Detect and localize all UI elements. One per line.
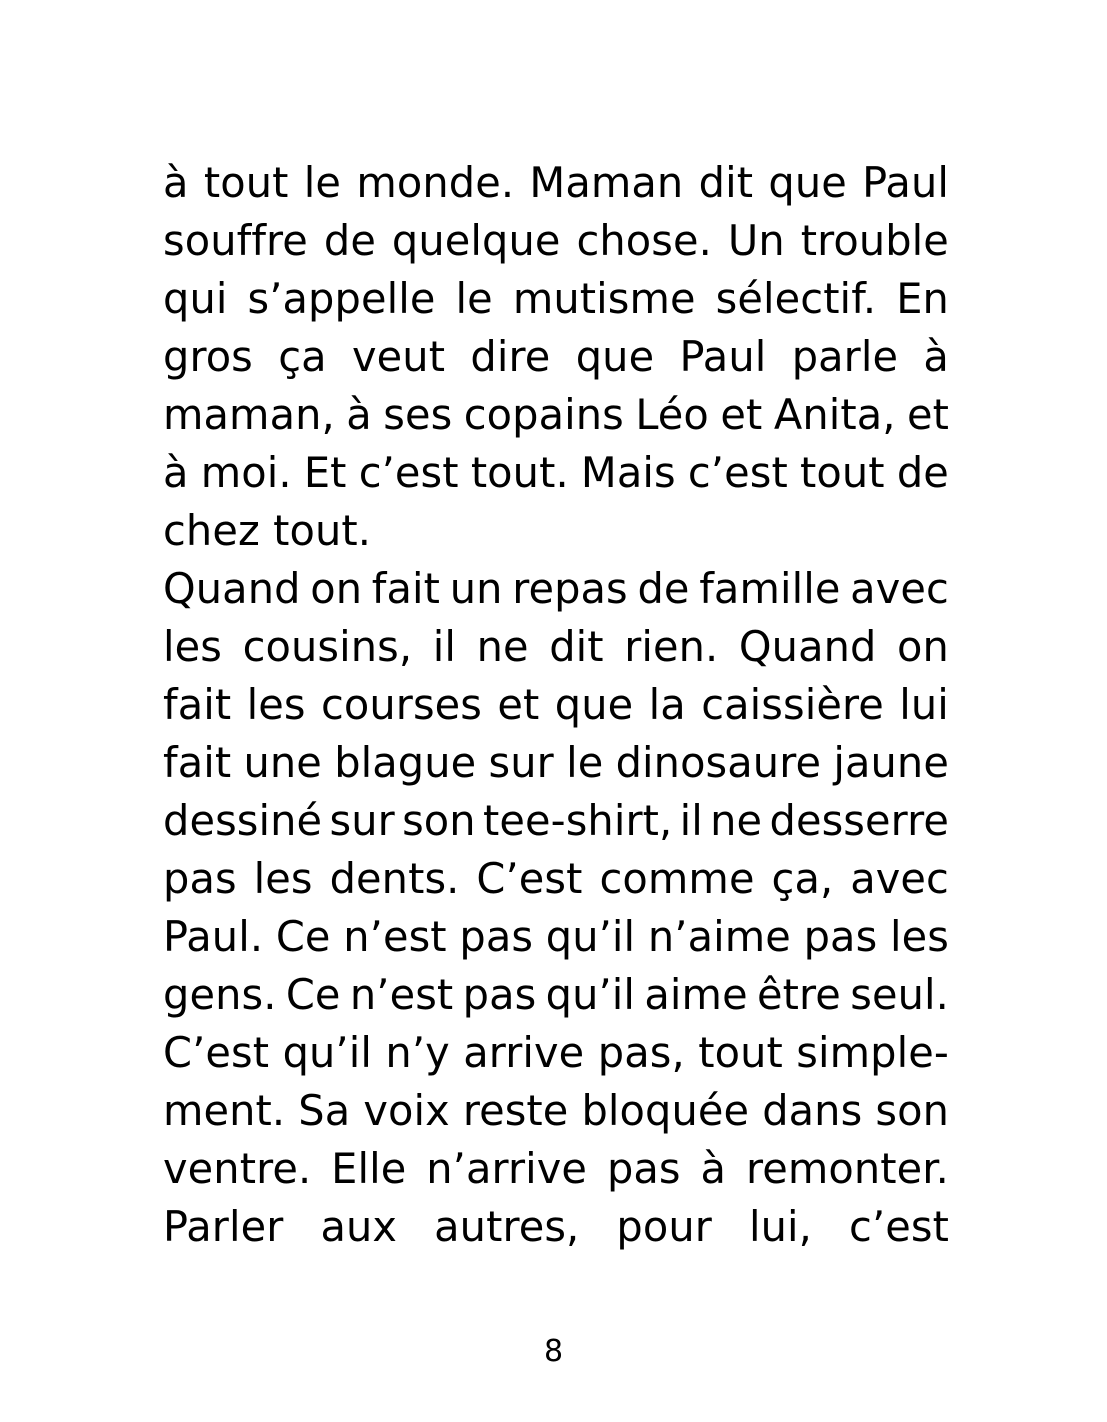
text-line: chez tout.: [163, 506, 372, 555]
word: reste: [462, 1086, 569, 1135]
word: tee-shirt,: [483, 796, 673, 845]
word: dents.: [329, 854, 460, 903]
word: maman,: [163, 390, 335, 439]
word: le: [455, 274, 493, 323]
word: et: [497, 680, 540, 729]
word: qu’il: [545, 912, 636, 961]
word: C’est: [163, 1028, 270, 1077]
word: aime: [644, 970, 748, 1019]
word: c’est: [687, 448, 788, 497]
word: il: [432, 622, 456, 671]
text-line: [163, 908, 949, 966]
text-line: [163, 1082, 949, 1140]
word: moi.: [200, 448, 292, 497]
word: Quand: [163, 564, 301, 613]
word: à: [163, 448, 189, 497]
word: aux: [320, 1202, 398, 1251]
word: souffre: [163, 216, 308, 265]
word: lui,: [749, 1202, 812, 1251]
word: avec: [850, 854, 949, 903]
word: Maman: [529, 158, 684, 207]
text-line: [163, 1024, 949, 1082]
word: dans: [762, 1086, 863, 1135]
word: ne: [710, 796, 763, 845]
word: fait: [163, 680, 232, 729]
word: à: [923, 332, 949, 381]
word: à: [346, 390, 372, 439]
word: ses: [383, 390, 453, 439]
word: tout: [698, 1028, 783, 1077]
word: fait: [371, 564, 441, 613]
word: gens.: [163, 970, 277, 1019]
word: être: [757, 970, 841, 1019]
word: Un: [727, 216, 785, 265]
word: bloquée: [581, 1086, 750, 1135]
text-line: [163, 850, 949, 908]
word: ment.: [163, 1086, 286, 1135]
word: pas: [606, 1144, 681, 1193]
word: de: [323, 216, 376, 265]
word: copains: [463, 390, 624, 439]
word: et: [906, 390, 949, 439]
word: sur: [329, 796, 395, 845]
word: autres,: [434, 1202, 580, 1251]
word: n’est: [349, 970, 454, 1019]
word: pas: [803, 912, 878, 961]
word: ventre.: [163, 1144, 312, 1193]
word: pas,: [597, 1028, 685, 1077]
word: famille: [699, 564, 841, 613]
word: veut: [352, 332, 446, 381]
word: remonter.: [745, 1144, 949, 1193]
text-line: [163, 270, 949, 328]
word: desserre: [769, 796, 949, 845]
word: Sa: [298, 1086, 351, 1135]
text-line: [163, 966, 949, 1024]
word: le: [303, 158, 342, 207]
word: monde.: [356, 158, 515, 207]
word: Paul.: [163, 912, 264, 961]
page-number: 8: [543, 1334, 564, 1369]
text-line: [163, 618, 949, 676]
word: son: [402, 796, 476, 845]
word: gros: [163, 332, 253, 381]
word: ne: [476, 622, 529, 671]
word: que: [575, 332, 655, 381]
text-line: [163, 1140, 949, 1198]
word: En: [896, 274, 949, 323]
word: Anita,: [773, 390, 896, 439]
word: trouble: [800, 216, 949, 265]
page-text-block: [163, 154, 949, 1256]
word: pas: [163, 854, 237, 903]
word: parle: [791, 332, 899, 381]
word: et: [720, 390, 763, 439]
word: Mais: [580, 448, 676, 497]
word: blague: [334, 738, 477, 787]
word: les: [890, 912, 949, 961]
word: n’arrive: [426, 1144, 588, 1193]
word: qui: [163, 274, 228, 323]
word: n’y: [385, 1028, 450, 1077]
word: que: [768, 158, 847, 207]
word: qu’il: [545, 970, 636, 1019]
word: seul.: [850, 970, 949, 1019]
word: dire: [470, 332, 551, 381]
word: les: [246, 680, 306, 729]
word: avec: [850, 564, 949, 613]
word: c’est: [358, 448, 459, 497]
word: chose.: [576, 216, 712, 265]
word: Paul: [862, 158, 949, 207]
word: de: [896, 448, 949, 497]
word: pas: [462, 970, 537, 1019]
word: C’est: [476, 854, 583, 903]
word: rien.: [624, 622, 719, 671]
word: les: [163, 622, 222, 671]
word: dit: [698, 158, 754, 207]
word: Ce: [275, 912, 331, 961]
paragraph-2: [163, 560, 949, 1256]
word: sur: [488, 738, 554, 787]
word: pour: [616, 1202, 712, 1251]
word: sélectif.: [715, 274, 877, 323]
text-line: [163, 1198, 949, 1256]
word: à: [163, 158, 189, 207]
word: dinosaure: [615, 738, 822, 787]
text-line: [163, 154, 949, 212]
word: on: [897, 622, 949, 671]
word: il: [679, 796, 703, 845]
word: mutisme: [512, 274, 696, 323]
word: ça: [278, 332, 327, 381]
word: Léo: [635, 390, 709, 439]
word: tout: [800, 448, 885, 497]
word: Quand: [738, 622, 877, 671]
word: quelque: [391, 216, 561, 265]
word: que: [554, 680, 634, 729]
text-line: [163, 734, 949, 792]
word: jaune: [833, 738, 949, 787]
word: tout: [203, 158, 289, 207]
word: fait: [163, 738, 232, 787]
word: Parler: [163, 1202, 284, 1251]
text-line: [163, 560, 949, 618]
word: n’aime: [647, 912, 791, 961]
word: caissière: [701, 680, 884, 729]
word: dessiné: [163, 796, 323, 845]
word: s’appelle: [247, 274, 436, 323]
text-line: [163, 386, 949, 444]
word: Elle: [331, 1144, 407, 1193]
word: Et: [303, 448, 347, 497]
word: c’est: [849, 1202, 949, 1251]
text-line: [163, 212, 949, 270]
word: son: [875, 1086, 949, 1135]
word: les: [253, 854, 313, 903]
word: tout.: [470, 448, 569, 497]
text-line: [163, 676, 949, 734]
word: Paul: [679, 332, 767, 381]
word: comme: [599, 854, 755, 903]
word: à: [700, 1144, 727, 1193]
word: de: [637, 564, 690, 613]
word: Ce: [285, 970, 341, 1019]
word: cousins,: [242, 622, 413, 671]
word: le: [566, 738, 604, 787]
word: on: [310, 564, 363, 613]
word: qu’il: [282, 1028, 372, 1077]
word: n’est: [343, 912, 447, 961]
word: simple-: [796, 1028, 949, 1077]
word: la: [648, 680, 686, 729]
paragraph-1: [163, 154, 949, 560]
word: ça,: [771, 854, 834, 903]
word: pas: [459, 912, 534, 961]
word: arrive: [463, 1028, 585, 1077]
text-line: [163, 328, 949, 386]
text-line: [163, 444, 949, 502]
word: repas: [512, 564, 628, 613]
word: une: [243, 738, 322, 787]
word: lui: [899, 680, 949, 729]
word: courses: [320, 680, 483, 729]
word: dit: [549, 622, 604, 671]
word: un: [449, 564, 503, 613]
word: voix: [363, 1086, 450, 1135]
text-line: [163, 792, 949, 850]
